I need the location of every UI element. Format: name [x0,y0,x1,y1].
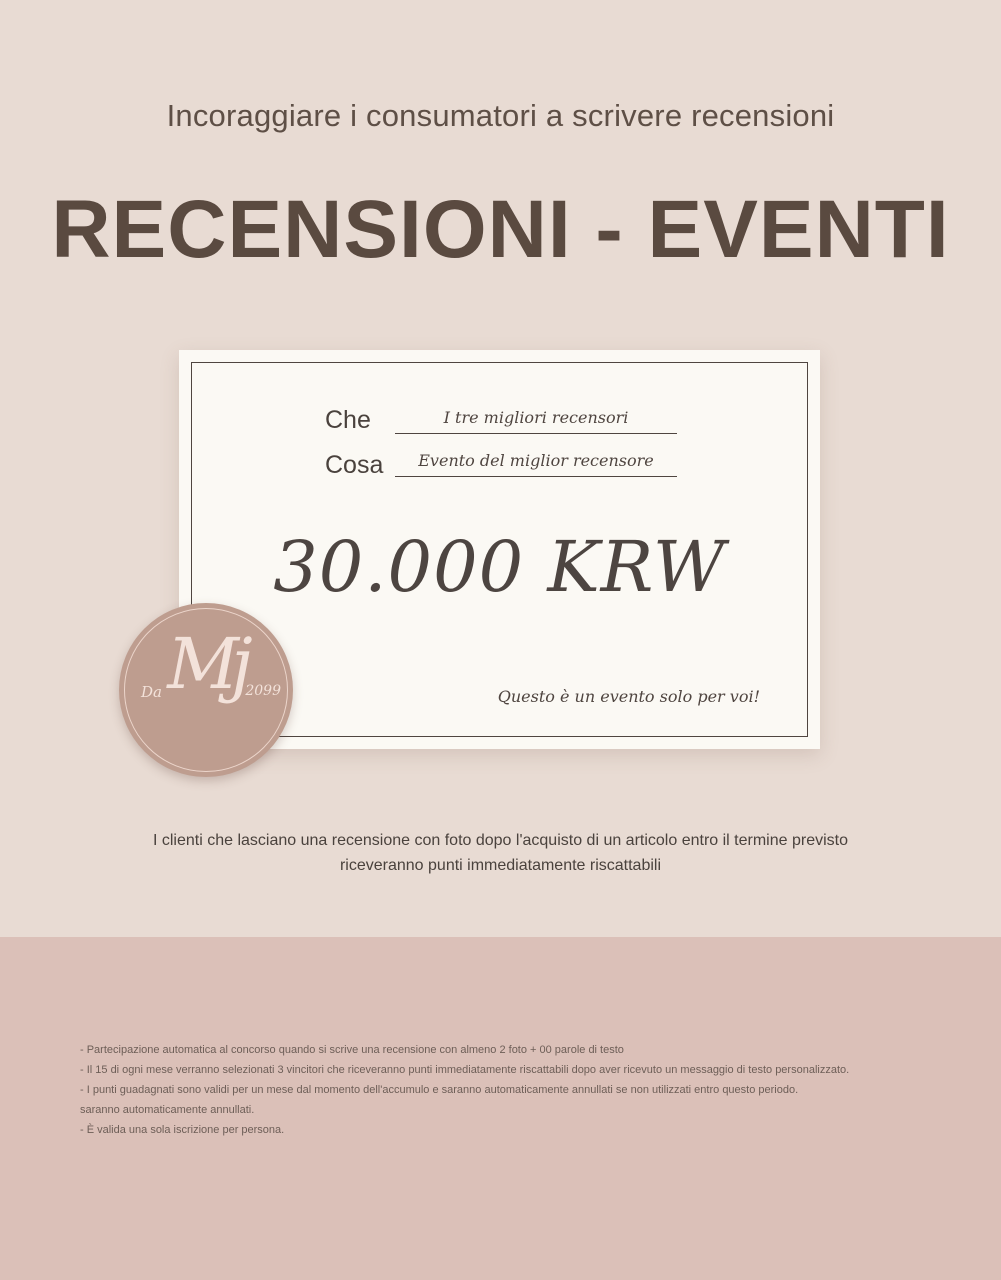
seal-left-text: Da [141,683,162,701]
field-value-who: I tre migliori recensori [395,408,677,434]
rule-item: saranno automaticamente annullati. [80,1104,255,1116]
rules-list [80,1040,940,1140]
description-line-1: I clienti che lasciano una recensione con foto dopo l'acquisto di un articolo entro il termine previsto [152,832,848,849]
field-label-who: Che [325,406,371,434]
brand-seal [119,603,293,777]
seal-logo: Mj [167,623,245,705]
page-title: RECENSIONI - EVENTI [51,184,950,275]
rules-section [0,937,1001,1280]
rule-item: - Il 15 di ogni mese verranno selezionati 3 vincitori che riceveranno punti immediatamente riscattabili dopo aver ricevuto un messaggio di testo personalizzato. [80,1064,850,1076]
field-value-what: Evento del miglior recensore [395,451,677,477]
event-description [100,828,901,878]
seal-right-text: 2099 [245,683,281,699]
voucher-amount: 30.000 KRW [273,526,726,608]
rule-item: - Partecipazione automatica al concorso quando si scrive una recensione con almeno 2 foto + 00 parole di testo [80,1044,624,1056]
voucher-note: Questo è un evento solo per voi! [497,687,760,706]
description-line-2: riceveranno punti immediatamente riscattabili [339,857,662,874]
rule-item: - I punti guadagnati sono validi per un mese dal momento dell'accumulo e saranno automaticamente annullati se non utilizzati entro questo periodo. [80,1084,799,1096]
rule-item: - È valida una sola iscrizione per persona. [80,1124,285,1136]
page-subtitle: Incoraggiare i consumatori a scrivere recensioni [166,98,835,133]
field-label-what: Cosa [325,451,384,479]
